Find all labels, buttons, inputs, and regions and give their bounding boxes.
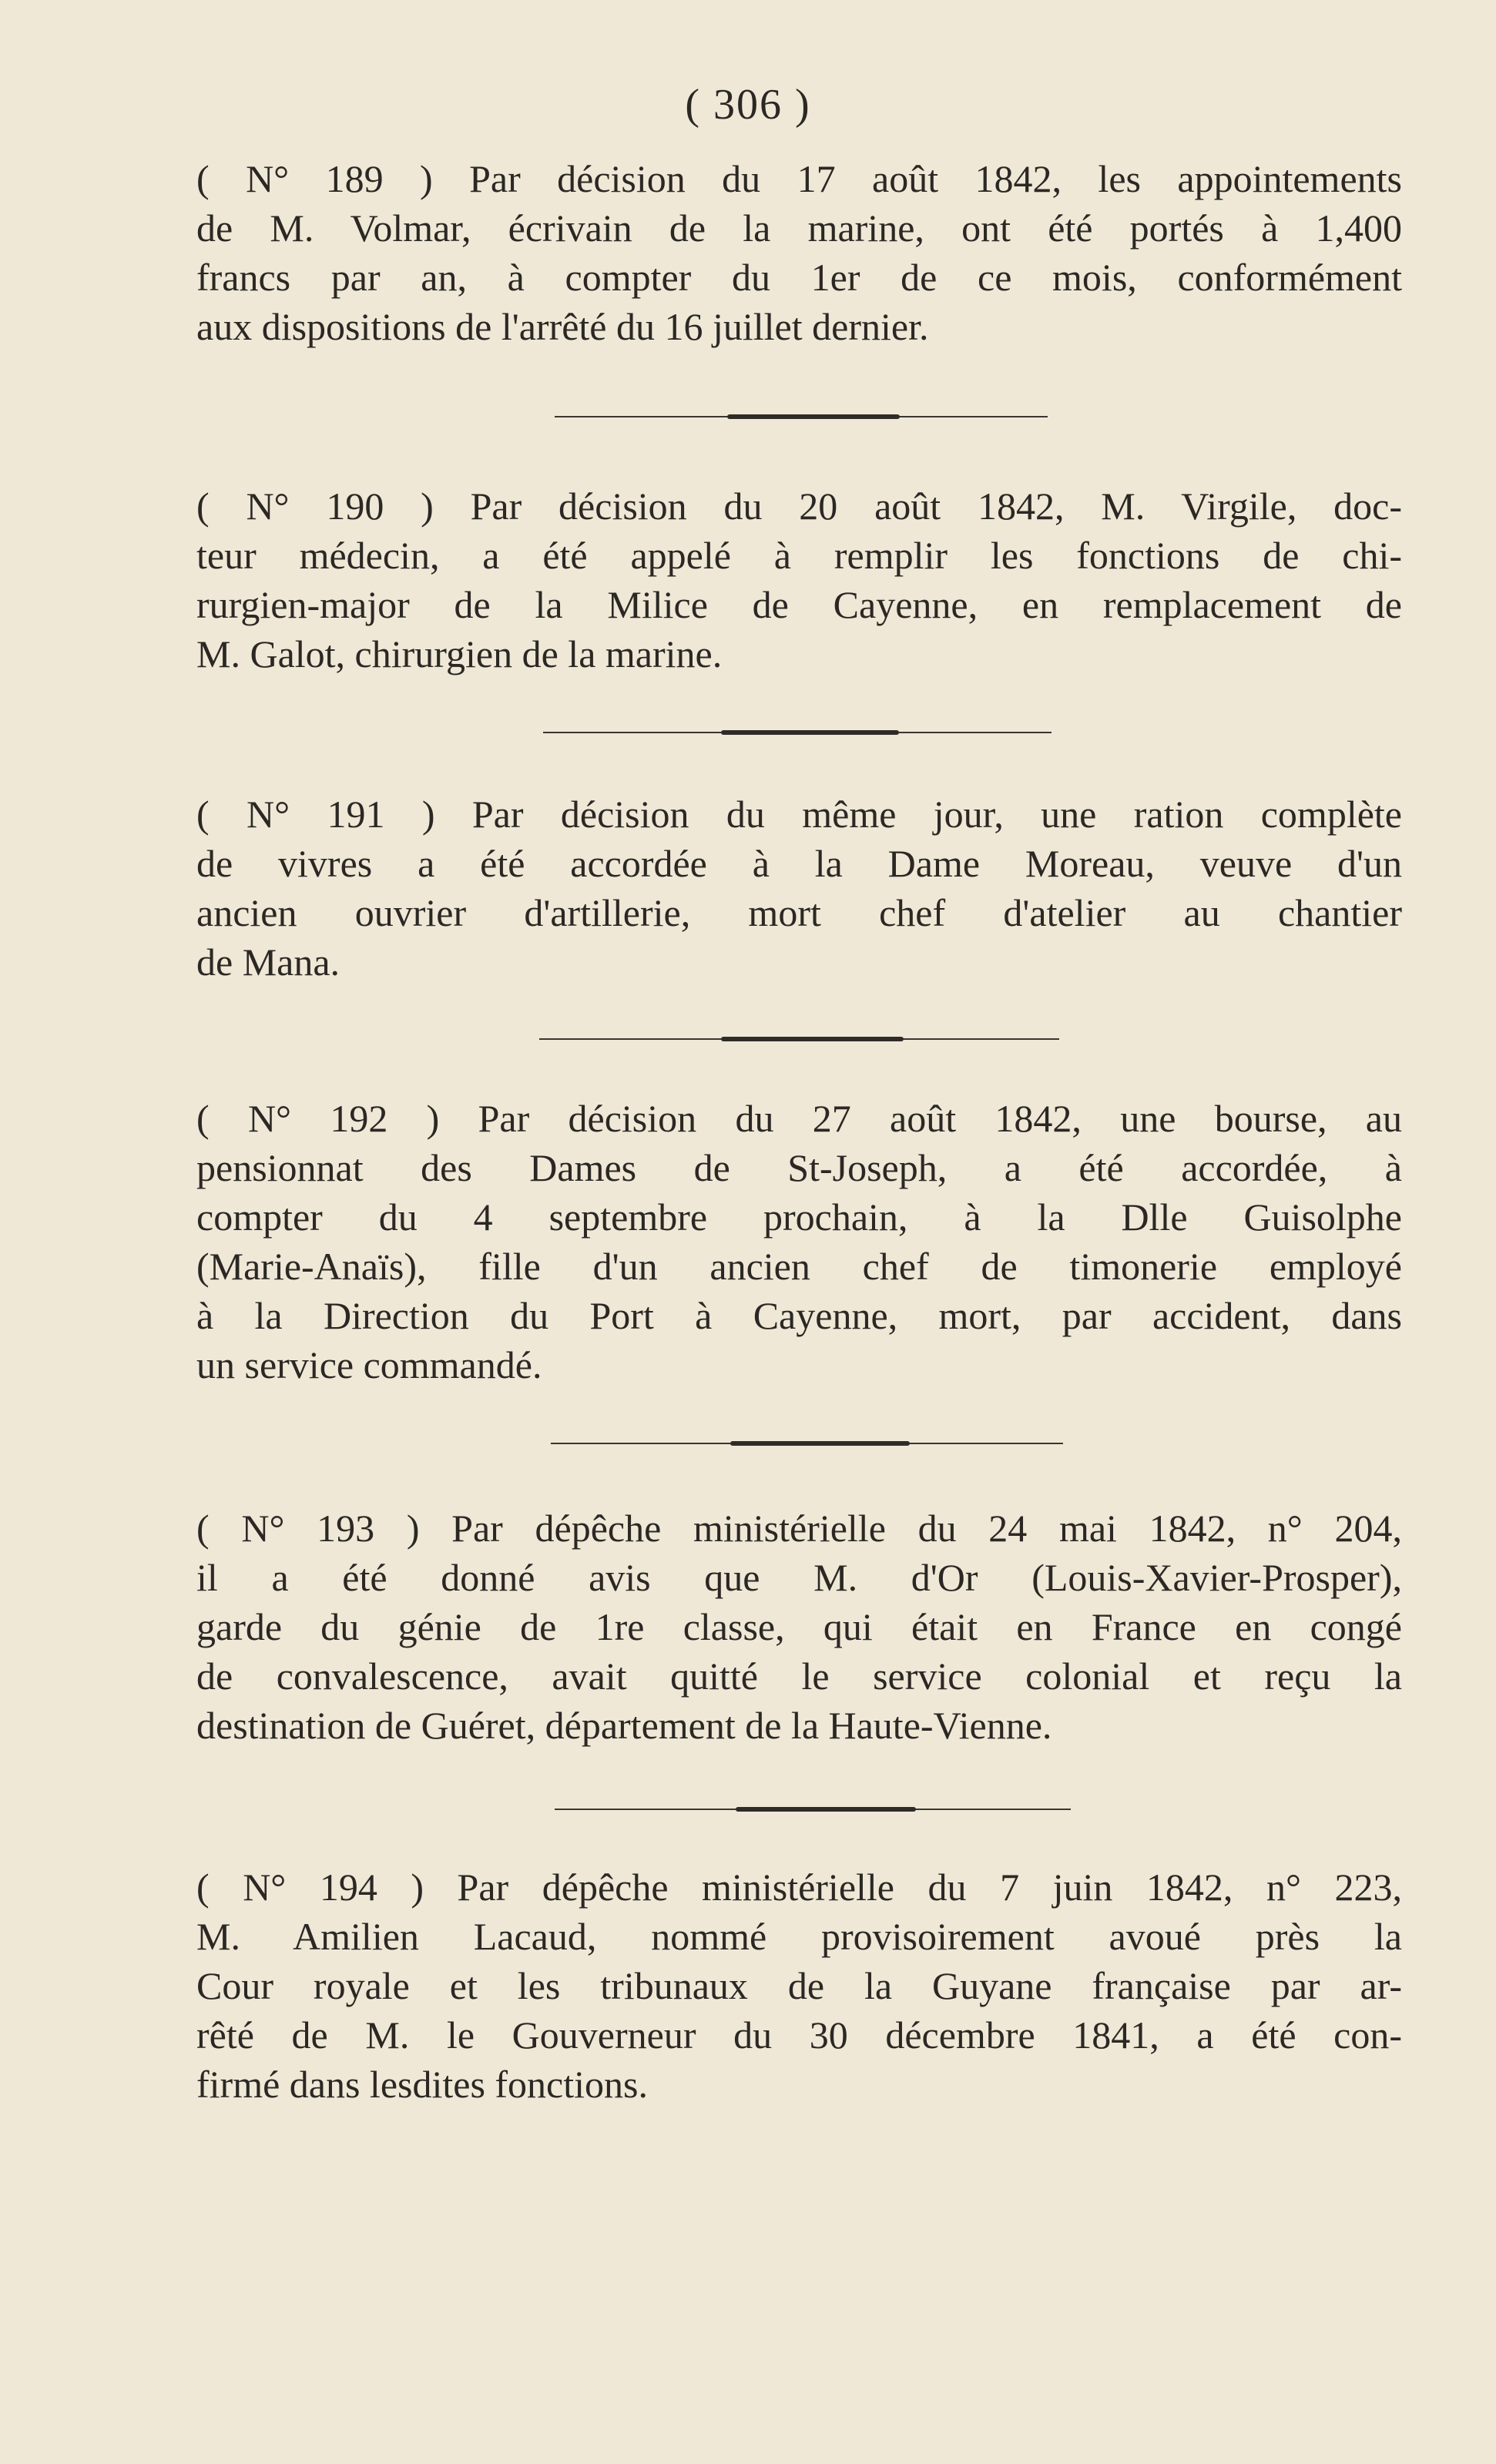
entry-line: de Mana. — [196, 940, 340, 984]
entry-line: ( N° 189 ) Par décision du 17 août 1842, les appointements — [196, 157, 1402, 200]
entry-191 — [196, 789, 1402, 987]
entry-line: un service commandé. — [196, 1343, 542, 1386]
entry-line: de convalescence, avait quitté le service colonial et reçu la — [196, 1654, 1402, 1698]
entry-194 — [196, 1862, 1402, 2109]
entry-line: ( N° 194 ) Par dépêche ministérielle du 7 juin 1842, n° 223, — [196, 1866, 1402, 1909]
entry-line: ( N° 192 ) Par décision du 27 août 1842, une bourse, au — [196, 1097, 1402, 1140]
entry-line: garde du génie de 1re classe, qui était en France en congé — [196, 1605, 1402, 1648]
entry-192 — [196, 1094, 1402, 1390]
entry-line: à la Direction du Port à Cayenne, mort, par accident, dans — [196, 1294, 1402, 1337]
page-number: ( 306 ) — [685, 81, 811, 129]
entry-line: de M. Volmar, écrivain de la marine, ont été portés à 1,400 — [196, 206, 1402, 250]
entry-line: (Marie-Anaïs), fille d'un ancien chef de timonerie employé — [196, 1245, 1402, 1288]
entry-189 — [196, 154, 1402, 351]
entry-line: ( N° 193 ) Par dépêche ministérielle du 24 mai 1842, n° 204, — [196, 1507, 1402, 1550]
entry-line: francs par an, à compter du 1er de ce mois, conformément — [196, 256, 1402, 299]
entry-line: ( N° 190 ) Par décision du 20 août 1842, M. Virgile, doc- — [196, 484, 1402, 528]
entry-line: Cour royale et les tribunaux de la Guyane française par ar- — [196, 1964, 1402, 2007]
entry-line: destination de Guéret, département de la Haute-Vienne. — [196, 1704, 1052, 1747]
entry-line: aux dispositions de l'arrêté du 16 juillet dernier. — [196, 305, 929, 348]
entry-line: rurgien-major de la Milice de Cayenne, en remplacement de — [196, 583, 1402, 626]
entry-line: ancien ouvrier d'artillerie, mort chef d'atelier au chantier — [196, 891, 1402, 934]
entry-line: rêté de M. le Gouverneur du 30 décembre 1841, a été con- — [196, 2013, 1402, 2057]
entry-line: compter du 4 septembre prochain, à la Dlle Guisolphe — [196, 1195, 1402, 1239]
entry-190 — [196, 481, 1402, 679]
entry-line: il a été donné avis que M. d'Or (Louis-Xavier-Prosper), — [196, 1556, 1402, 1599]
entry-line: teur médecin, a été appelé à remplir les fonctions de chi- — [196, 534, 1402, 577]
entry-line: pensionnat des Dames de St-Joseph, a été accordée, à — [196, 1146, 1402, 1189]
entry-line: ( N° 191 ) Par décision du même jour, une ration complète — [196, 793, 1402, 836]
entry-line: firmé dans lesdites fonctions. — [196, 2063, 648, 2106]
entry-line: M. Galot, chirurgien de la marine. — [196, 632, 723, 676]
entry-line: de vivres a été accordée à la Dame Moreau, veuve d'un — [196, 842, 1402, 885]
entry-193 — [196, 1504, 1402, 1750]
entry-line: M. Amilien Lacaud, nommé provisoirement avoué près la — [196, 1915, 1402, 1958]
